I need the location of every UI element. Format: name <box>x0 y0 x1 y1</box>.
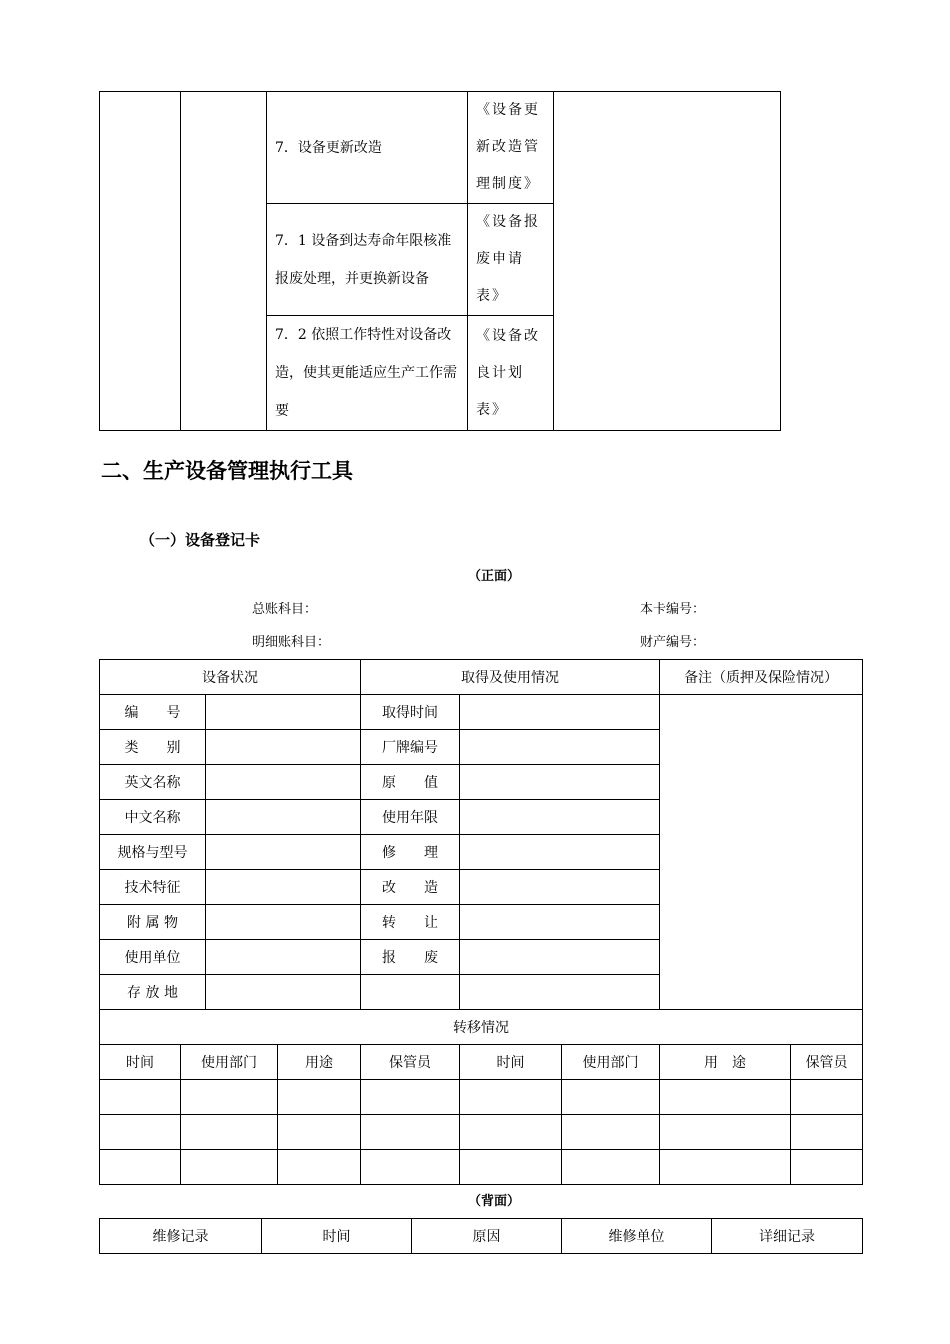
value-cell <box>361 975 460 1010</box>
value-cell <box>460 905 660 940</box>
form-cell <box>468 204 554 316</box>
empty-cell <box>181 92 267 431</box>
label-brand-number: 厂牌编号 <box>361 730 460 765</box>
label-number: 编 号 <box>100 695 206 730</box>
asset-number-label: 财产编号： <box>640 635 706 650</box>
form-cell <box>468 92 554 204</box>
value-cell <box>206 905 361 940</box>
front-label: （正面） <box>468 569 521 584</box>
label-user-unit: 使用单位 <box>100 940 206 975</box>
item-text: 7．设备更新改造 <box>275 139 382 156</box>
header-remarks: 备注（质押及保险情况） <box>660 660 863 695</box>
label-chinese-name: 中文名称 <box>100 800 206 835</box>
label-acquire-time: 取得时间 <box>361 695 460 730</box>
value-cell <box>460 800 660 835</box>
value-cell <box>206 835 361 870</box>
item-cell <box>267 316 468 431</box>
value-cell <box>460 870 660 905</box>
item-cell <box>267 204 468 316</box>
transfer-row <box>100 1150 863 1185</box>
maintenance-table <box>99 1218 863 1254</box>
transfer-header: 时间 <box>100 1045 181 1080</box>
value-cell <box>206 695 361 730</box>
empty-cell <box>554 92 781 431</box>
label-accessories: 附 属 物 <box>100 905 206 940</box>
transfer-row <box>100 1080 863 1115</box>
header-equipment-status: 设备状况 <box>100 660 361 695</box>
transfer-title: 转移情况 <box>100 1010 863 1045</box>
card-number-label: 本卡编号： <box>640 602 706 617</box>
transfer-header: 用途 <box>278 1045 361 1080</box>
label-original-value: 原 值 <box>361 765 460 800</box>
detail-ledger-label: 明细账科目： <box>252 635 331 650</box>
label-repair: 修 理 <box>361 835 460 870</box>
value-cell <box>460 730 660 765</box>
transfer-header: 使用部门 <box>562 1045 660 1080</box>
value-cell <box>206 870 361 905</box>
value-cell <box>460 765 660 800</box>
item-cell <box>267 92 468 204</box>
back-label: （背面） <box>468 1194 521 1209</box>
value-cell <box>206 730 361 765</box>
item-text: 7．2 依照工作特性对设备改造，使其更能适应生产工作需要 <box>275 327 457 419</box>
subsection-title: （一）设备登记卡 <box>140 531 261 549</box>
maintenance-header: 维修单位 <box>562 1219 712 1254</box>
label-modification: 改 造 <box>361 870 460 905</box>
form-text: 《设备更新改造管理制度》 <box>476 102 540 192</box>
value-cell <box>460 835 660 870</box>
value-cell <box>460 695 660 730</box>
transfer-header: 使用部门 <box>181 1045 278 1080</box>
maintenance-header: 详细记录 <box>712 1219 863 1254</box>
section-title: 二、生产设备管理执行工具 <box>101 458 353 483</box>
transfer-header: 时间 <box>460 1045 562 1080</box>
form-cell <box>468 316 554 431</box>
value-cell <box>460 940 660 975</box>
equipment-card-table <box>99 659 863 1185</box>
value-cell <box>460 975 660 1010</box>
label-service-life: 使用年限 <box>361 800 460 835</box>
empty-cell <box>100 92 181 431</box>
label-english-name: 英文名称 <box>100 765 206 800</box>
transfer-header: 用 途 <box>660 1045 791 1080</box>
label-tech-features: 技术特征 <box>100 870 206 905</box>
value-cell <box>206 940 361 975</box>
maintenance-header: 时间 <box>262 1219 412 1254</box>
label-storage-location: 存 放 地 <box>100 975 206 1010</box>
maintenance-header: 维修记录 <box>100 1219 262 1254</box>
label-category: 类 别 <box>100 730 206 765</box>
label-spec-model: 规格与型号 <box>100 835 206 870</box>
value-cell <box>206 975 361 1010</box>
general-ledger-label: 总账科目： <box>252 602 318 617</box>
process-table <box>99 91 781 431</box>
label-transfer: 转 让 <box>361 905 460 940</box>
transfer-header: 保管员 <box>361 1045 460 1080</box>
label-scrap: 报 废 <box>361 940 460 975</box>
form-text: 《设备改良计划表》 <box>476 327 540 418</box>
value-cell <box>206 800 361 835</box>
item-text: 7．1 设备到达寿命年限核准报废处理，并更换新设备 <box>275 232 452 287</box>
remarks-cell <box>660 695 863 1010</box>
transfer-row <box>100 1115 863 1150</box>
transfer-header: 保管员 <box>791 1045 863 1080</box>
maintenance-header: 原因 <box>412 1219 562 1254</box>
header-acquisition: 取得及使用情况 <box>361 660 660 695</box>
form-text: 《设备报废申请表》 <box>476 214 540 304</box>
value-cell <box>206 765 361 800</box>
